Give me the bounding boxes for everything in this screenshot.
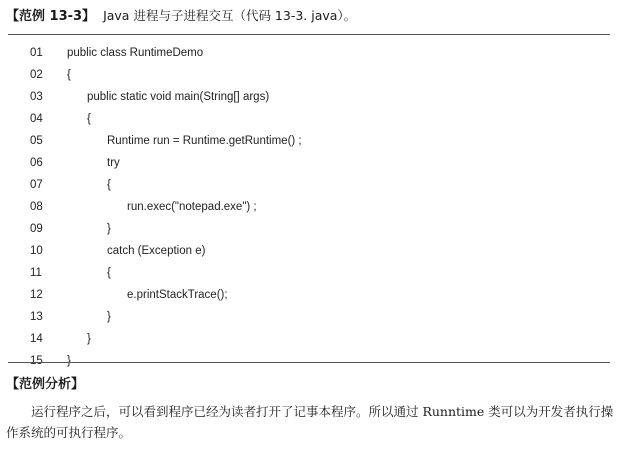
code-line bbox=[0, 196, 627, 218]
code-text: { bbox=[107, 179, 111, 191]
code-line bbox=[0, 86, 627, 108]
code-line bbox=[0, 306, 627, 328]
code-top-rule bbox=[8, 34, 610, 35]
line-number: 13 bbox=[30, 311, 43, 323]
code-text: run.exec("notepad.exe") ; bbox=[127, 201, 257, 213]
code-text: Runtime run = Runtime.getRuntime() ; bbox=[107, 135, 302, 147]
code-bottom-rule bbox=[8, 362, 610, 363]
code-line bbox=[0, 64, 627, 86]
analysis-paragraph: 运行程序之后，可以看到程序已经为读者打开了记事本程序。所以通过 Runntime 类可以为开发者执行操作系统的可执行程序。 bbox=[6, 404, 614, 440]
line-number: 05 bbox=[30, 135, 43, 147]
code-line bbox=[0, 174, 627, 196]
code-text: try bbox=[107, 157, 120, 169]
code-line bbox=[0, 130, 627, 152]
code-listing bbox=[0, 42, 627, 372]
example-header bbox=[6, 8, 356, 25]
code-text: { bbox=[67, 69, 71, 81]
line-number: 14 bbox=[30, 333, 43, 345]
code-text: } bbox=[107, 223, 111, 235]
line-number: 09 bbox=[30, 223, 43, 235]
line-number: 08 bbox=[30, 201, 43, 213]
code-text: } bbox=[87, 333, 91, 345]
code-text: { bbox=[107, 267, 111, 279]
analysis-title: 【范例分析】 bbox=[6, 377, 85, 392]
line-number: 04 bbox=[30, 113, 43, 125]
code-text: e.printStackTrace(); bbox=[127, 289, 228, 301]
code-text: catch (Exception e) bbox=[107, 245, 206, 257]
line-number: 12 bbox=[30, 289, 43, 301]
code-line bbox=[0, 240, 627, 262]
example-tag: 【范例 13-3】 bbox=[6, 9, 96, 24]
code-text: { bbox=[87, 113, 91, 125]
code-text: } bbox=[107, 311, 111, 323]
code-line bbox=[0, 262, 627, 284]
line-number: 02 bbox=[30, 69, 43, 81]
code-line bbox=[0, 152, 627, 174]
line-number: 10 bbox=[30, 245, 43, 257]
code-line bbox=[0, 350, 627, 372]
code-text: public class RuntimeDemo bbox=[67, 47, 204, 59]
line-number: 15 bbox=[30, 355, 43, 367]
code-text: } bbox=[67, 355, 71, 367]
code-line bbox=[0, 284, 627, 306]
line-number: 03 bbox=[30, 91, 43, 103]
line-number: 11 bbox=[30, 267, 42, 279]
line-number: 06 bbox=[30, 157, 43, 169]
code-line bbox=[0, 328, 627, 350]
line-number: 01 bbox=[30, 47, 43, 59]
line-number: 07 bbox=[30, 179, 43, 191]
example-caption: Java 进程与子进程交互（代码 13-3. java）。 bbox=[103, 8, 357, 23]
code-text: public static void main(String[] args) bbox=[87, 91, 270, 103]
code-line bbox=[0, 108, 627, 130]
code-line bbox=[0, 42, 627, 64]
code-line bbox=[0, 218, 627, 240]
